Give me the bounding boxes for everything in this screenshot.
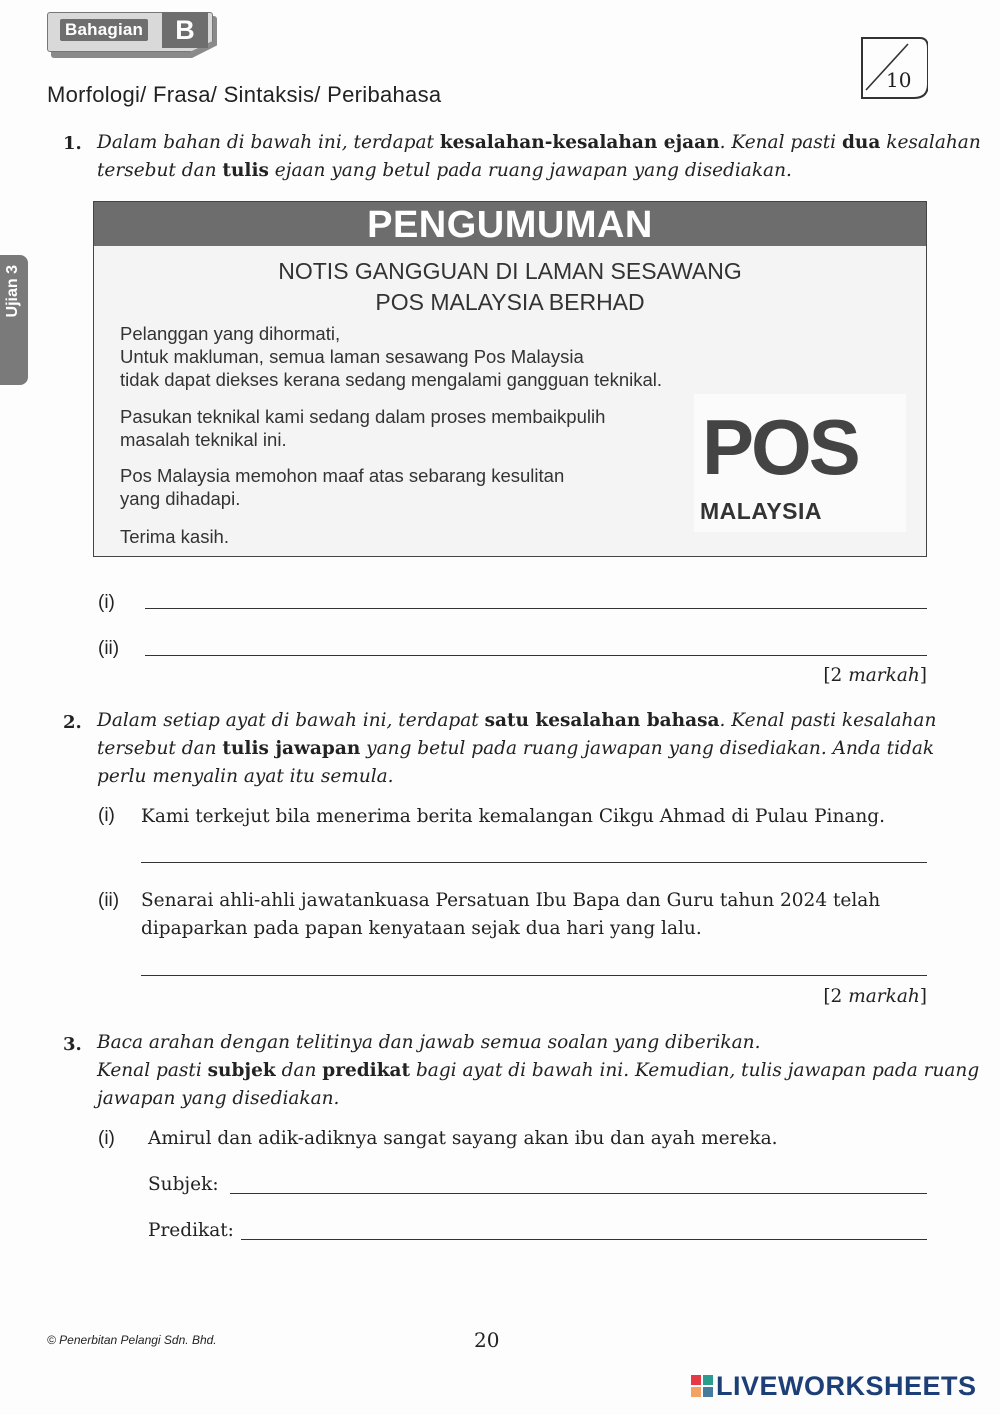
section-title: Morfologi/ Frasa/ Sintaksis/ Peribahasa [47, 82, 442, 107]
q2-item-text-ii: Senarai ahli-ahli jawatankuasa Persatuan Ibu Bapa dan Guru tahun 2024 telah dipaparkan pada papan kenyataan sejak dua hari yang lalu. [141, 890, 881, 939]
q1-marks: [2 markah] [823, 665, 927, 686]
publisher-credit: © Penerbitan Pelangi Sdn. Bhd. [47, 1333, 217, 1347]
q3-number: 3. [63, 1034, 82, 1055]
q2-marks: [2 markah] [823, 986, 927, 1007]
section-tab-letter: B [162, 12, 208, 48]
notice-line: masalah teknikal ini. [120, 429, 287, 450]
notice-box [93, 201, 927, 557]
notice-line: yang dihadapi. [120, 488, 241, 509]
notice-line: Untuk makluman, semua laman sesawang Pos Malaysia [120, 346, 584, 367]
side-tab [0, 255, 28, 385]
q1-answer-label-i: (i) [98, 592, 115, 613]
q1-instruction: Dalam bahan di bawah ini, terdapat kesalahan-kesalahan ejaan. Kenal pasti dua kesalahan tersebut dan tulis ejaan yang betul pada ruang jawapan yang disediakan. [97, 132, 981, 181]
q1-answer-label-ii: (ii) [98, 638, 120, 659]
q2-item-label-ii: (ii) [98, 890, 120, 911]
q2-instruction: Dalam setiap ayat di bawah ini, terdapat satu kesalahan bahasa. Kenal pasti kesalahan tersebut dan tulis jawapan yang betul pada ruang jawapan yang disediakan. Anda tidak perlu menyalin ayat itu semula. [97, 710, 937, 787]
notice-subtitle-2: POS MALAYSIA BERHAD [375, 289, 645, 315]
logo-text: POS [702, 403, 858, 491]
q2-answer-line-ii[interactable] [141, 975, 927, 976]
q1-answer-line-ii[interactable] [145, 655, 927, 656]
notice-line: Pelanggan yang dihormati, [120, 323, 341, 344]
q1-number: 1. [63, 133, 82, 154]
subjek-answer-line[interactable] [230, 1193, 927, 1194]
score-total: 10 [886, 68, 912, 92]
section-tab-label: Bahagian [60, 19, 148, 41]
q2-item-label-i: (i) [98, 805, 115, 826]
notice-line: Pasukan teknikal kami sedang dalam proses membaikpulih [120, 406, 606, 427]
notice-line: Terima kasih. [120, 526, 229, 547]
predikat-answer-line[interactable] [241, 1239, 927, 1240]
notice-subtitle-1: NOTIS GANGGUAN DI LAMAN SESAWANG [278, 258, 742, 284]
q2-answer-line-i[interactable] [141, 862, 927, 863]
q2-number: 2. [63, 712, 82, 733]
q3-item-text: Amirul dan adik-adiknya sangat sayang akan ibu dan ayah mereka. [148, 1128, 778, 1149]
q2-item-text-i: Kami terkejut bila menerima berita kemalangan Cikgu Ahmad di Pulau Pinang. [141, 806, 886, 827]
subjek-label: Subjek: [148, 1174, 219, 1195]
section-tab [47, 12, 217, 54]
page-number: 20 [474, 1328, 500, 1352]
liveworksheets-watermark: LIVEWORKSHEETS [690, 1371, 977, 1402]
logo-sub: MALAYSIA [700, 498, 822, 524]
liveworksheets-logo-icon [690, 1374, 714, 1398]
side-tab-text: Ujian 3 [4, 265, 21, 318]
notice-banner: PENGUMUMAN [94, 202, 926, 246]
notice-line: tidak dapat diekses kerana sedang mengalami gangguan teknikal. [120, 369, 663, 390]
notice-line: Pos Malaysia memohon maaf atas sebarang kesulitan [120, 465, 565, 486]
predikat-label: Predikat: [148, 1220, 234, 1241]
q1-answer-line-i[interactable] [145, 608, 927, 609]
q3-instruction: Baca arahan dengan telitinya dan jawab semua soalan yang diberikan. Kenal pasti subjek dan predikat bagi ayat di bawah ini. Kemudian, tulis jawapan pada ruang jawapan yang disediakan. [97, 1032, 980, 1109]
pos-malaysia-logo [694, 394, 906, 532]
q3-item-label: (i) [98, 1128, 115, 1149]
